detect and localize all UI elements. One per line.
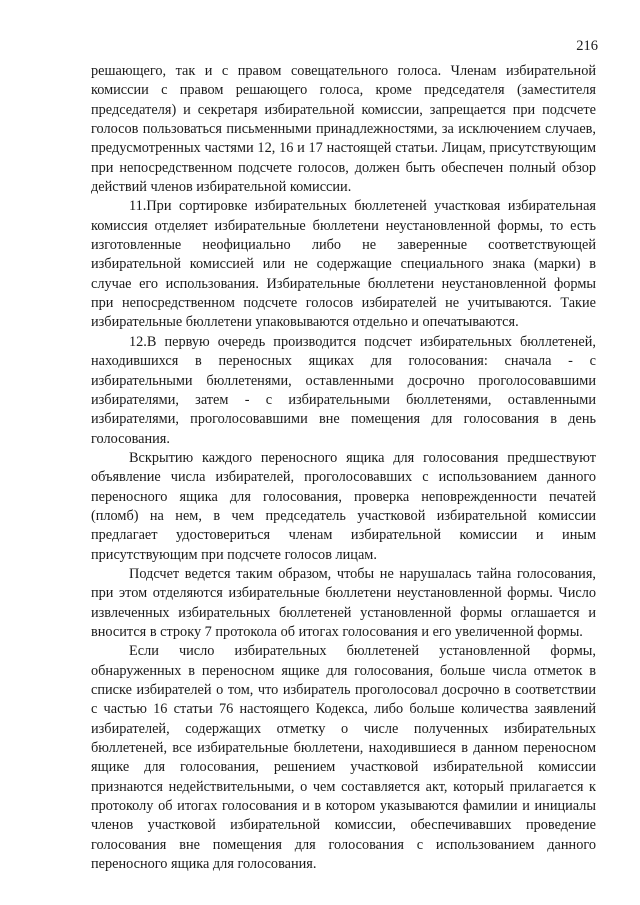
page-number: 216 xyxy=(576,38,598,54)
paragraph-counting-secrecy: Подсчет ведется таким образом, чтобы не нарушалась тайна голосования, при этом отделяются избирательные бюллетени неустановленной формы. Число извлеченных избирательных бюллетеней установленной формы оглашается и вносится в строку 7 протокола об итогах голосования и его увеличенной формы. xyxy=(91,565,596,640)
paragraph-part-11: 11.При сортировке избирательных бюллетеней участковая избирательная комиссия отделяет избирательные бюллетени неустановленной формы, то есть изготовленные неофициально либо не заверенные соответствующей избирательной комиссией или не содержащие специального знака (марки) в случае его использования. Избирательные бюллетени неустановленной формы при непосредственном подсчете голосов избирателей не учитываются. Такие избирательные бюллетени упаковываются отдельно и опечатываются. xyxy=(91,198,596,331)
paragraph-continuation: решающего, так и с правом совещательного голоса. Членам избирательной комиссии с правом решающего голоса, кроме председателя (заместителя председателя) и секретаря избирательной комиссии, запрещается при подсчете голосов пользоваться письменными принадлежностями, за исключением случаев, предусмотренных частями 12, 16 и 17 настоящей статьи. Лицам, присутствующим при непосредственном подсчете голосов, должен быть обеспечен полный обзор действий членов избирательной комиссии. xyxy=(91,63,596,196)
document-body xyxy=(91,62,596,874)
paragraph-box-opening: Вскрытию каждого переносного ящика для голосования предшествуют объявление числа избирателей, проголосовавших с использованием данного переносного ящика для голосования, проверка неповрежденности печатей (пломб) на нем, в чем председатель участковой избирательной комиссии предлагает удостовериться членам избирательной комиссии и иным присутствующим при подсчете голосов лицам. xyxy=(91,449,596,563)
paragraph-part-12: 12.В первую очередь производится подсчет избирательных бюллетеней, находившихся в переносных ящиках для голосования: сначала - с избирательными бюллетенями, оставленными досрочно проголосовавшими избирателями, затем - с избирательными бюллетенями, оставленными избирателями, проголосовавшими вне помещения для голосования в день голосования. xyxy=(91,333,596,447)
paragraph-invalid-ballots: Если число избирательных бюллетеней установленной формы, обнаруженных в переносном ящике для голосования, больше числа отметок в списке избирателей о том, что избиратель проголосовал досрочно в соответствии с частью 16 статьи 76 настоящего Кодекса, либо больше количества заявлений избирателей, содержащих отметку о числе полученных избирательных бюллетеней, все избирательные бюллетени, находившиеся в данном переносном ящике для голосования, решением участковой избирательной комиссии признаются недействительными, о чем составляется акт, который прилагается к протоколу об итогах голосования и в котором указываются фамилии и инициалы членов участковой избирательной комиссии, обеспечивавших проведение голосования вне помещения для голосования с использованием данного переносного ящика для голосования. xyxy=(91,643,596,873)
